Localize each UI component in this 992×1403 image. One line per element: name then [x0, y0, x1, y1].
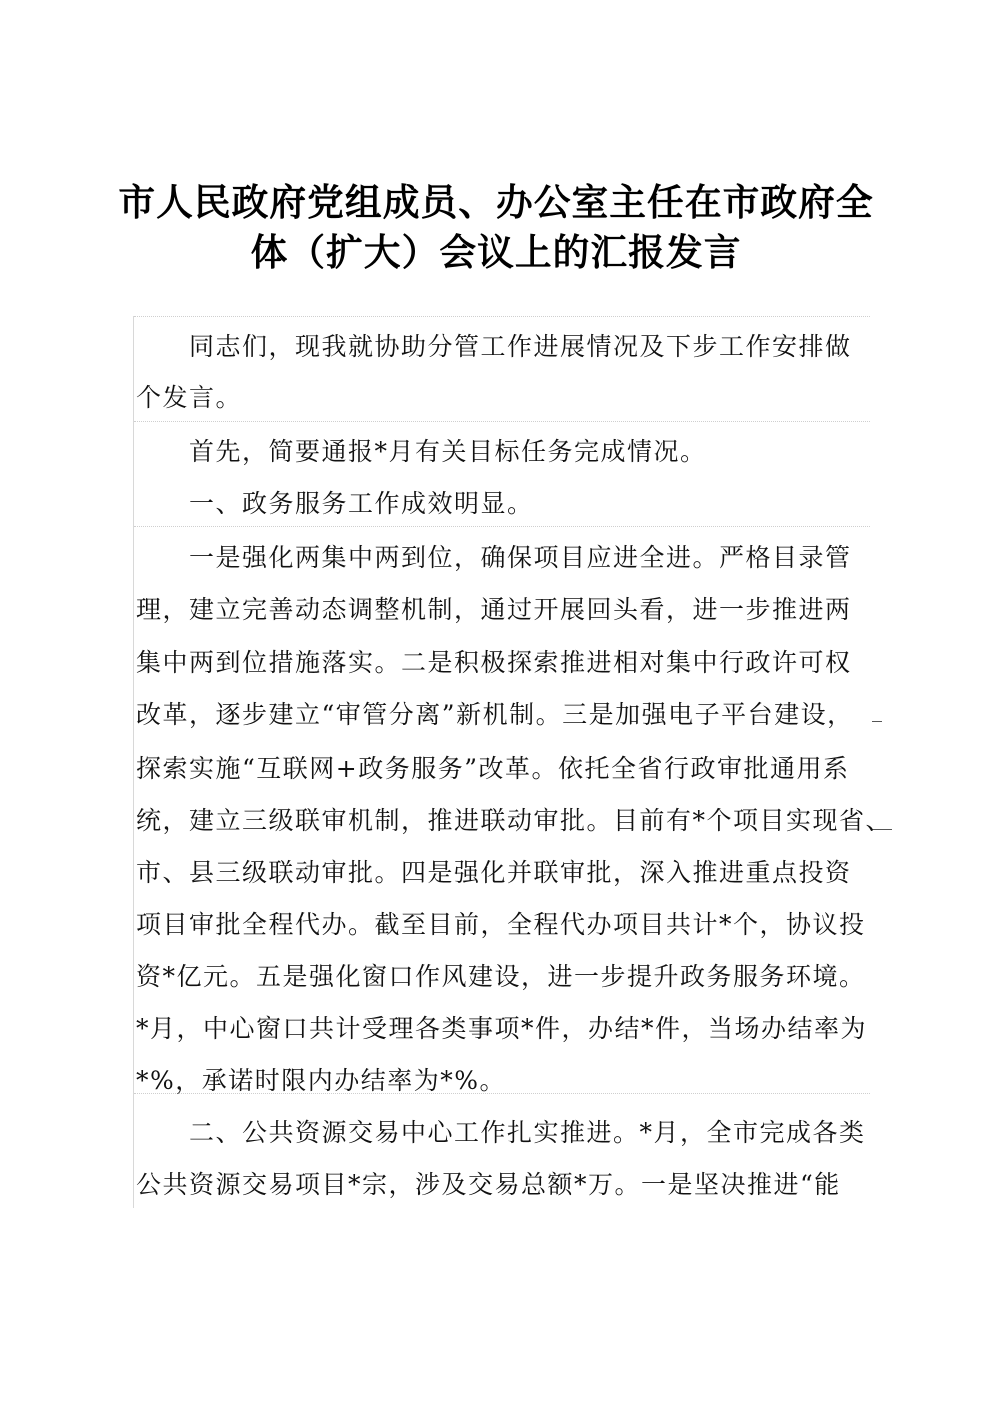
body-line: 改革，逐步建立“审管分离”新机制。三是加强电子平台建设， — [136, 700, 854, 729]
body-line: 探索实施“互联网+政务服务”改革。依托全省行政审批通用系 — [136, 754, 850, 783]
edge-mark — [872, 721, 882, 722]
body-line: 同志们，现我就协助分管工作进展情况及下步工作安排做 — [136, 332, 852, 361]
body-line: 首先，简要通报*月有关目标任务完成情况。 — [136, 437, 707, 466]
body-line: 统，建立三级联审机制，推进联动审批。目前有*个项目实现省、 — [136, 806, 893, 835]
divider — [134, 526, 870, 527]
body-line: *月，中心窗口共计受理各类事项*件，办结*件，当场办结率为 — [136, 1014, 868, 1043]
body-line: 个发言。 — [136, 383, 243, 412]
body-line: 集中两到位措施落实。二是积极探索推进相对集中行政许可权 — [136, 648, 852, 677]
body-line: 理，建立完善动态调整机制，通过开展回头看，进一步推进两 — [136, 595, 852, 624]
title-line-2: 体（扩大）会议上的汇报发言 — [250, 231, 742, 274]
body-line: 公共资源交易项目*宗，涉及交易总额*万。一是坚决推进“能 — [136, 1170, 841, 1199]
section-heading: 二、公共资源交易中心工作扎实推进。*月，全市完成各类 — [136, 1118, 866, 1147]
section-heading: 一、政务服务工作成效明显。 — [136, 489, 534, 518]
body-line: 一是强化两集中两到位，确保项目应进全进。严格目录管 — [136, 543, 852, 572]
divider — [134, 421, 870, 422]
divider — [134, 316, 870, 317]
body-line: *%，承诺时限内办结率为*%。 — [136, 1066, 507, 1095]
title-line-1: 市人民政府党组成员、办公室主任在市政府全 — [118, 181, 874, 224]
body-line: 项目审批全程代办。截至目前，全程代办项目共计*个，协议投 — [136, 910, 866, 939]
document-title — [0, 178, 992, 278]
body-line: 市、县三级联动审批。四是强化并联审批，深入推进重点投资 — [136, 858, 852, 887]
body-line: 资*亿元。五是强化窗口作风建设，进一步提升政务服务环境。 — [136, 962, 866, 991]
